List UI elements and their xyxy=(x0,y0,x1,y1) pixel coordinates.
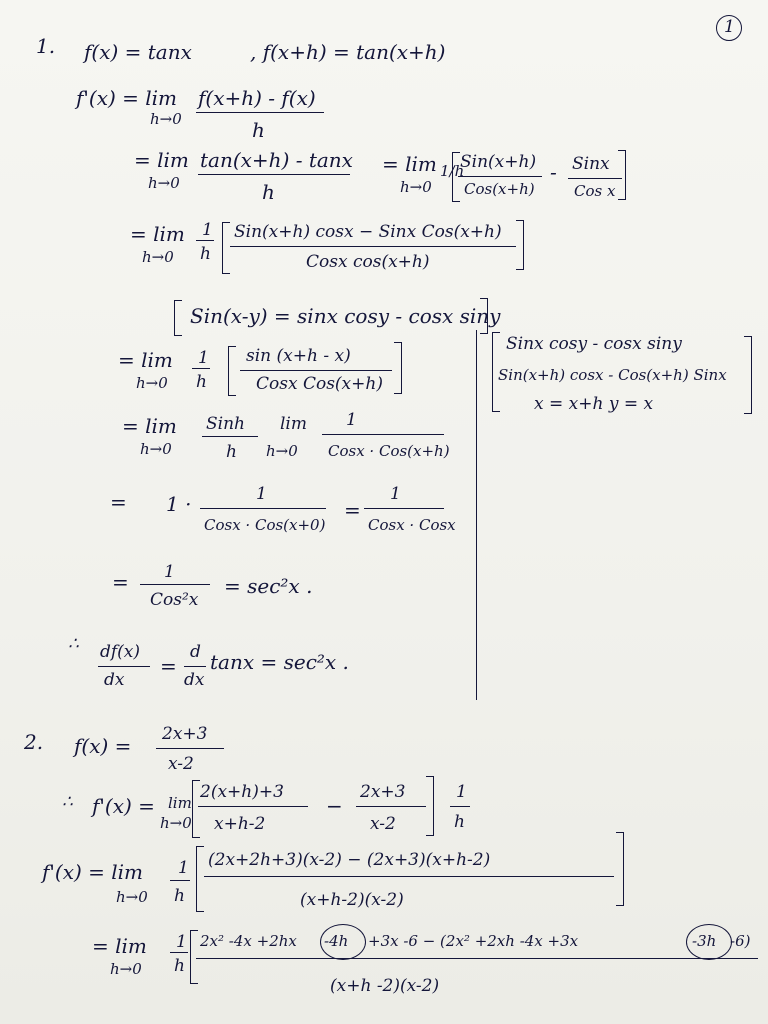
q1-l3-right-bracket xyxy=(516,220,524,270)
q1-l4-bar xyxy=(240,370,392,371)
q1-l4-right-bracket xyxy=(394,342,402,394)
q1-l3-lim-sub: h→0 xyxy=(142,248,174,266)
q1-l3-frac-bar xyxy=(196,240,214,241)
q2-l3-frac-bar xyxy=(170,952,188,953)
q1-l2b-one-over-h: 1/h xyxy=(440,162,465,180)
q1-l2-fraction-bar xyxy=(198,174,350,175)
q1-l6-den2: Cosx · Cosx xyxy=(368,516,456,534)
q2-l3-eq: = lim xyxy=(92,934,147,958)
q1-l8-den: dx xyxy=(104,670,125,690)
q2-def-bar xyxy=(156,748,224,749)
q2-def-lhs: f(x) = xyxy=(74,734,132,758)
q1-l2b-den2: Cos x xyxy=(574,182,616,200)
q1-side-right-bracket xyxy=(744,336,752,414)
q1-def-fx: f(x) = tanx xyxy=(84,40,192,64)
q1-l2b-sub: h→0 xyxy=(400,178,432,196)
q2-l2-frac-num: 1 xyxy=(178,858,189,878)
q2-l2-num: (2x+2h+3)(x-2) − (2x+3)(x+h-2) xyxy=(208,850,491,870)
q2-l1-minus: − xyxy=(326,794,343,818)
q1-l8-eq: = xyxy=(160,654,177,678)
q1-l1-fraction-bar xyxy=(196,112,324,113)
q2-def-den: x-2 xyxy=(168,754,194,774)
q1-side-line3: x = x+h y = x xyxy=(534,394,654,414)
q1-l6-bar1 xyxy=(200,508,326,509)
q1-number: 1. xyxy=(36,34,56,58)
q1-l6-eq: = xyxy=(110,490,127,514)
q1-l3-frac-num: 1 xyxy=(202,220,213,240)
q2-l1-frac-bar xyxy=(450,806,470,807)
q1-l5-lim2: lim xyxy=(280,414,307,434)
q1-l3-frac-den: h xyxy=(200,244,211,264)
q1-l7-eq: = xyxy=(112,570,129,594)
q2-l3-num-circ1: -4h xyxy=(324,932,349,950)
q1-l2b-num1: Sin(x+h) xyxy=(460,152,537,172)
q2-l3-sub: h→0 xyxy=(110,960,142,978)
q1-identity: Sin(x-y) = sinx cosy - cosx siny xyxy=(190,304,501,328)
q2-l1-frac-den: h xyxy=(454,812,465,832)
q1-l4-frac-den: h xyxy=(196,372,207,392)
q1-l2b-left-bracket xyxy=(452,152,460,202)
q2-l3-num-c: -6) xyxy=(730,932,751,950)
q1-l8-d: d xyxy=(190,642,201,662)
q1-l8-bar2 xyxy=(184,666,206,667)
q2-l3-num-b: +3x -6 − (2x² +2xh -4x +3x xyxy=(368,932,579,950)
q1-l2-eq: = lim xyxy=(134,148,189,172)
q1-l5-lim2-sub: h→0 xyxy=(266,442,298,460)
q1-l1-den: h xyxy=(252,118,265,142)
q2-l1-therefore: ∴ xyxy=(62,792,73,812)
q2-l1-frac-num: 1 xyxy=(456,782,467,802)
q1-l8-dx: dx xyxy=(184,670,205,690)
q2-l3-num-a: 2x² -4x +2hx xyxy=(200,932,297,950)
q1-l2b-minus: - xyxy=(550,160,557,184)
q2-l2-frac-den: h xyxy=(174,886,185,906)
q1-l8-num: df(x) xyxy=(100,642,141,662)
q1-side-line1: Sinx cosy - cosx siny xyxy=(506,334,682,354)
q1-l6-num: 1 xyxy=(256,484,267,504)
q2-l3-left-bracket xyxy=(190,930,198,984)
q1-l2b-den1: Cos(x+h) xyxy=(464,180,535,198)
q1-l4-left-bracket xyxy=(228,346,236,396)
q1-l5-num2: 1 xyxy=(346,410,357,430)
q1-side-divider xyxy=(476,330,477,700)
q1-l3-den: Cosx cos(x+h) xyxy=(306,252,430,272)
q2-l3-frac-den: h xyxy=(174,956,185,976)
q2-l3-den: (x+h -2)(x-2) xyxy=(330,976,440,996)
q1-l2-lim-sub: h→0 xyxy=(148,174,180,192)
q1-def-fxh: , f(x+h) = tan(x+h) xyxy=(250,40,446,64)
q1-l7-bar xyxy=(140,584,210,585)
q1-l6-bar2 xyxy=(364,508,444,509)
q1-identity-right-bracket xyxy=(480,298,488,334)
q1-l5-bar2 xyxy=(322,434,444,435)
q1-l2b-bar2 xyxy=(568,178,622,179)
q1-l1-lhs: f'(x) = lim xyxy=(76,86,178,110)
q1-l3-left-bracket xyxy=(222,222,230,274)
page-number: 1 xyxy=(724,17,735,37)
q1-l3-num: Sin(x+h) cosx − Sinx Cos(x+h) xyxy=(234,222,502,242)
q1-l5-den: h xyxy=(226,442,237,462)
q2-l2-right-bracket xyxy=(616,832,624,906)
q1-l1-num: f(x+h) - f(x) xyxy=(198,86,316,110)
q1-l4-den: Cosx Cos(x+h) xyxy=(256,374,383,394)
q2-l3-num-circ2: -3h xyxy=(692,932,717,950)
q1-l3-eq: = lim xyxy=(130,222,185,246)
q2-l1-left-bracket xyxy=(192,780,200,838)
q1-side-line2: Sin(x+h) cosx - Cos(x+h) Sinx xyxy=(498,366,727,384)
q1-l2b-num2: Sinx xyxy=(572,154,610,174)
q2-l2-sub: h→0 xyxy=(116,888,148,906)
q2-l2-den: (x+h-2)(x-2) xyxy=(300,890,404,910)
q2-l2-frac-bar xyxy=(170,880,190,881)
q2-l1-bar2 xyxy=(356,806,426,807)
q1-l8-res: tanx = sec²x . xyxy=(210,650,349,674)
q2-def-num: 2x+3 xyxy=(162,724,208,744)
q1-l2-den: h xyxy=(262,180,275,204)
q1-l2b-eq: = lim xyxy=(382,152,437,176)
q1-l6-eq2: = xyxy=(344,498,361,522)
q1-l5-den2: Cosx · Cos(x+h) xyxy=(328,442,450,460)
q2-l1-num1: 2(x+h)+3 xyxy=(200,782,284,802)
q2-number: 2. xyxy=(24,730,44,754)
q1-l6-den: Cosx · Cos(x+0) xyxy=(204,516,326,534)
q2-l2-lhs: f'(x) = lim xyxy=(42,860,144,884)
q1-l5-eq: = lim xyxy=(122,414,177,438)
q2-l1-num2: 2x+3 xyxy=(360,782,406,802)
q1-l4-num: sin (x+h - x) xyxy=(246,346,351,366)
q2-l1-den1: x+h-2 xyxy=(214,814,266,834)
q2-l1-bar1 xyxy=(198,806,308,807)
q1-l5-bar1 xyxy=(202,436,258,437)
q1-l8-bar1 xyxy=(98,666,150,667)
q1-l3-bar xyxy=(230,246,516,247)
q1-l5-num: Sinh xyxy=(206,414,245,434)
q1-l7-den: Cos²x xyxy=(150,590,199,610)
q1-therefore: ∴ xyxy=(68,634,79,654)
q2-l1-right-bracket xyxy=(426,776,434,836)
q1-l4-eq: = lim xyxy=(118,348,173,372)
q2-l1-lhs: f'(x) = xyxy=(92,794,155,818)
q1-l4-frac-bar xyxy=(192,368,210,369)
q1-l2-num: tan(x+h) - tanx xyxy=(200,148,353,172)
q1-l6-one: 1 · xyxy=(166,492,192,516)
q2-l3-frac-num: 1 xyxy=(176,932,187,952)
q1-l2b-right-bracket xyxy=(618,150,626,200)
q1-l7-num: 1 xyxy=(164,562,175,582)
q1-l7-res: = sec²x . xyxy=(224,574,313,598)
q1-l2b-bar1 xyxy=(458,176,542,177)
q2-l3-bar xyxy=(196,958,758,959)
q1-l4-lim-sub: h→0 xyxy=(136,374,168,392)
q1-l6-num2: 1 xyxy=(390,484,401,504)
q2-l1-den2: x-2 xyxy=(370,814,396,834)
q1-l1-lim-sub: h→0 xyxy=(150,110,182,128)
q2-l2-bar xyxy=(204,876,614,877)
q2-l2-left-bracket xyxy=(196,846,204,912)
q2-l1-sub: h→0 xyxy=(160,814,192,832)
q1-l5-lim-sub: h→0 xyxy=(140,440,172,458)
q1-l4-frac-num: 1 xyxy=(198,348,209,368)
q1-identity-left-bracket xyxy=(174,300,182,336)
q2-l1-lim: lim xyxy=(168,794,192,812)
